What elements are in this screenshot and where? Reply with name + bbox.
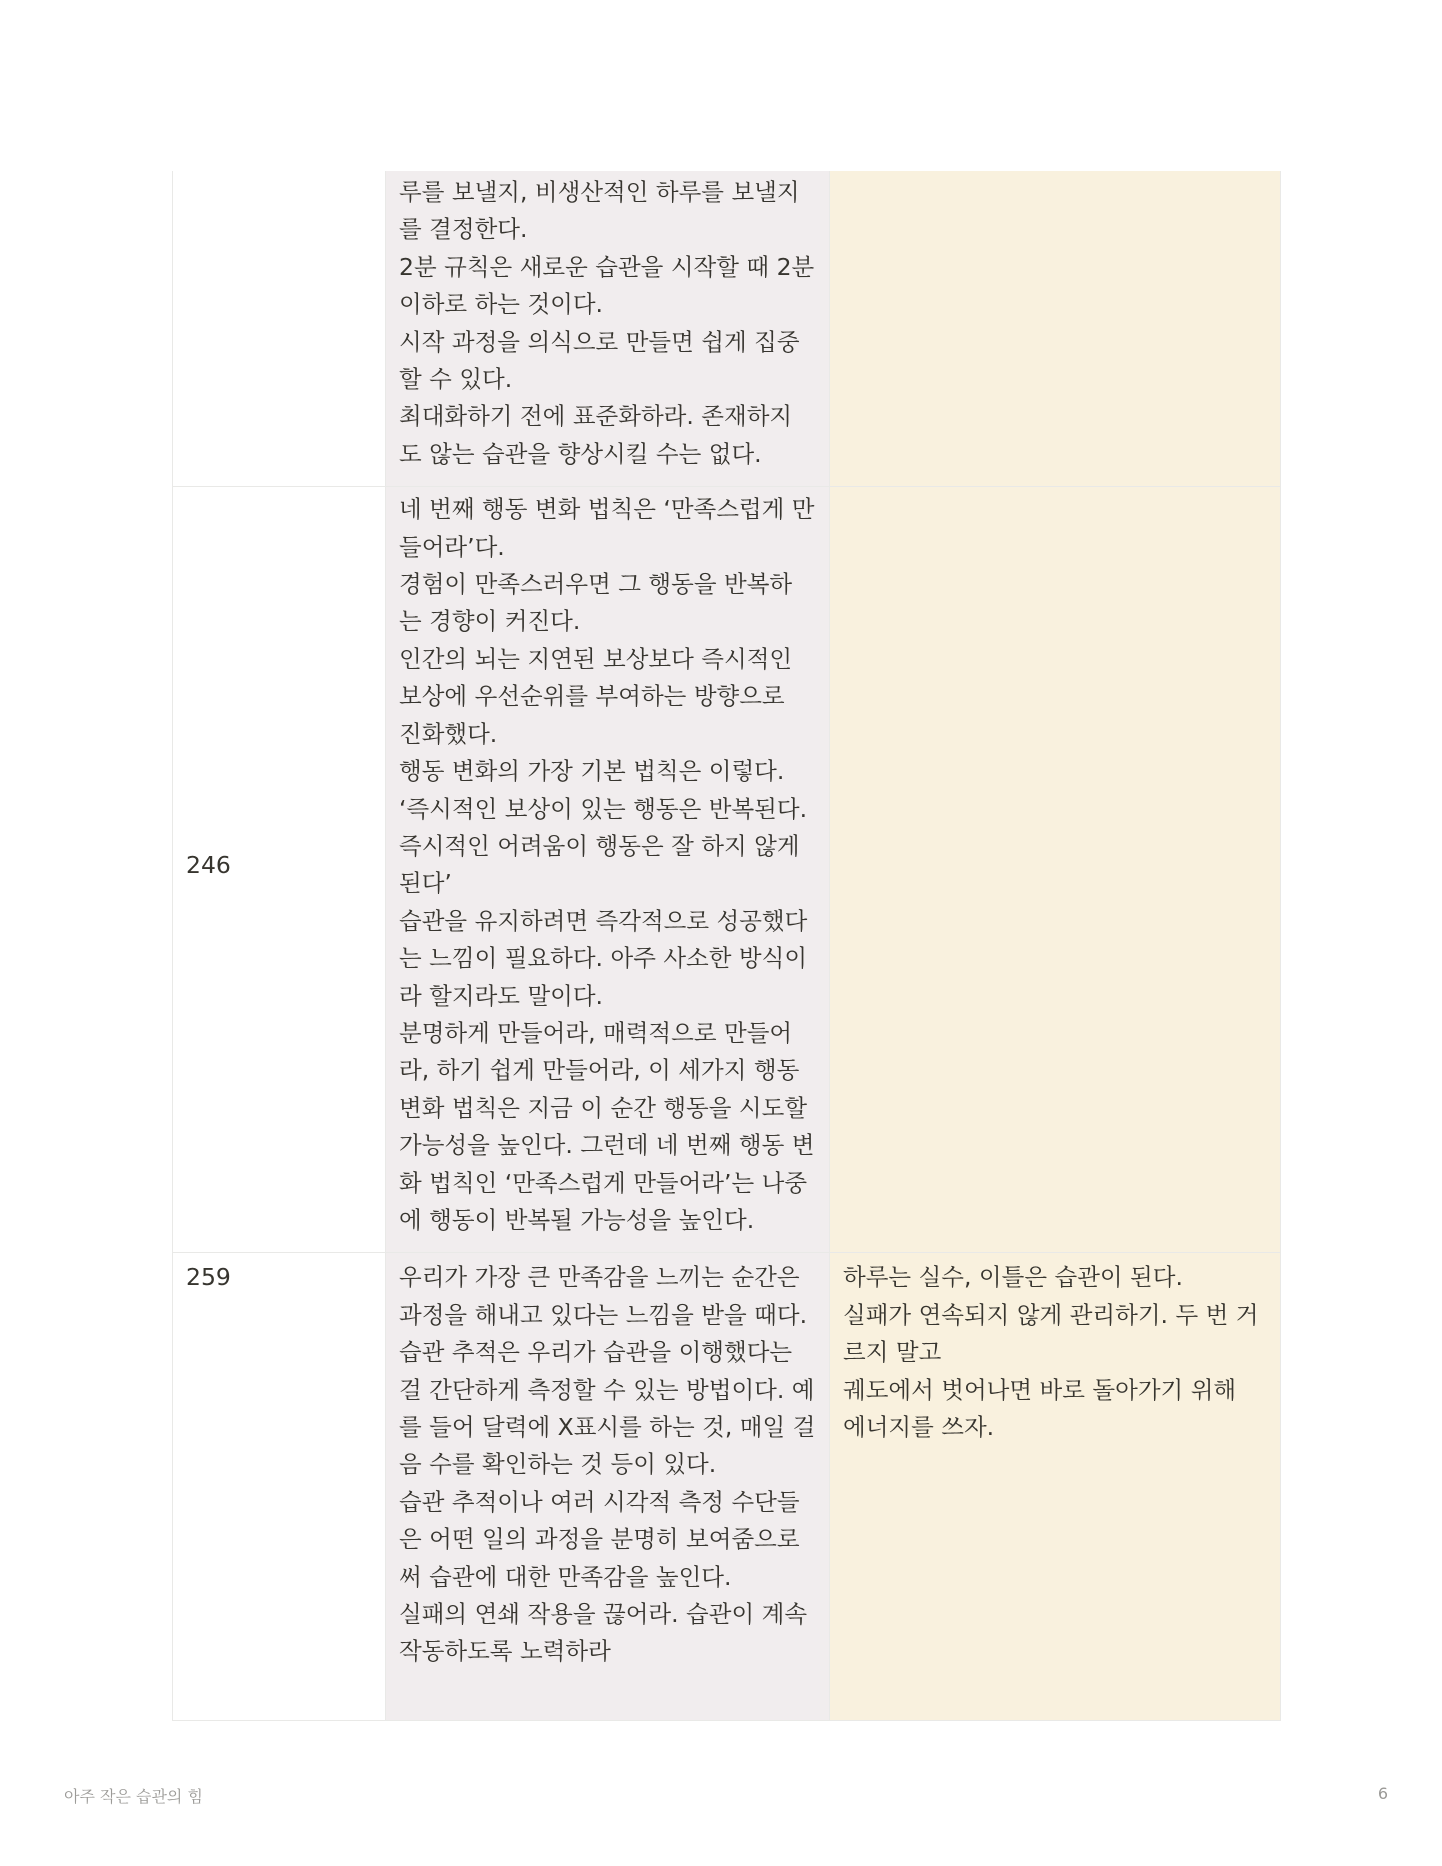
table-row — [173, 1253, 1281, 1721]
thought-cell — [830, 171, 1281, 487]
quote-line: 즉시적인 어려움이 행동은 잘 하지 않게 — [399, 831, 800, 860]
quote-line: 습관 추적은 우리가 습관을 이행했다는 — [399, 1338, 793, 1367]
thought-cell — [830, 1253, 1281, 1721]
quote-line: 써 습관에 대한 만족감을 높인다. — [399, 1562, 732, 1591]
quote-line: 인간의 뇌는 지연된 보상보다 즉시적인 — [399, 644, 793, 673]
quote-line: 걸 간단하게 측정할 수 있는 방법이다. 예 — [399, 1375, 815, 1404]
thought-line: 에너지를 쓰자. — [843, 1413, 995, 1441]
quote-line: 변화 법칙은 지금 이 순간 행동을 시도할 — [399, 1093, 808, 1122]
page-number-cell: 259 — [173, 1253, 386, 1721]
thought-line: 궤도에서 벗어나면 바로 돌아가기 위해 — [843, 1375, 1237, 1404]
quote-line: 진화했다. — [399, 719, 498, 748]
quote-line: 과정을 해내고 있다는 느낌을 받을 때다. — [399, 1300, 808, 1329]
quote-line: ‘즉시적인 보상이 있는 행동은 반복된다. — [399, 794, 808, 823]
quote-cell — [386, 171, 830, 487]
quote-line: 은 어떤 일의 과정을 분명히 보여줌으로 — [399, 1525, 800, 1554]
table-row — [173, 171, 1281, 487]
quote-line: 할 수 있다. — [399, 365, 513, 394]
page-number-cell: 246 — [173, 487, 386, 1253]
thought-line: 르지 말고 — [843, 1338, 942, 1367]
quote-line: 가능성을 높인다. 그런데 네 번째 행동 변 — [399, 1131, 815, 1160]
quote-line: 작동하도록 노력하라 — [399, 1637, 611, 1666]
quote-line: 분명하게 만들어라, 매력적으로 만들어 — [399, 1018, 793, 1047]
quote-line: 음 수를 확인하는 것 등이 있다. — [399, 1450, 717, 1479]
page-number-cell — [173, 171, 386, 487]
quote-line: 습관 추적이나 여러 시각적 측정 수단들 — [399, 1487, 800, 1516]
quote-line: 는 경향이 커진다. — [399, 607, 581, 636]
quote-line: 화 법칙인 ‘만족스럽게 만들어라’는 나중 — [399, 1168, 808, 1197]
quote-line: 2분 규칙은 새로운 습관을 시작할 때 2분 — [399, 252, 815, 281]
quote-line: 이하로 하는 것이다. — [399, 290, 604, 319]
quote-line: 보상에 우선순위를 부여하는 방향으로 — [399, 682, 785, 711]
quote-line: 경험이 만족스러우면 그 행동을 반복하 — [399, 570, 793, 599]
thought-line: 실패가 연속되지 않게 관리하기. 두 번 거 — [843, 1300, 1259, 1329]
quote-line: 를 들어 달력에 X표시를 하는 것, 매일 걸 — [399, 1413, 816, 1441]
quote-line: 에 행동이 반복될 가능성을 높인다. — [399, 1205, 755, 1234]
footer-page-number: 6 — [1377, 1784, 1388, 1803]
footer-book-title: 아주 작은 습관의 힘 — [64, 1787, 203, 1806]
quote-line: 시작 과정을 의식으로 만들면 쉽게 집중 — [399, 327, 800, 356]
thought-cell — [830, 487, 1281, 1253]
quote-line: 실패의 연쇄 작용을 끊어라. 습관이 계속 — [399, 1600, 808, 1629]
quote-line: 는 느낌이 필요하다. 아주 사소한 방식이 — [399, 944, 808, 973]
quote-line: 최대화하기 전에 표준화하라. 존재하지 — [399, 402, 793, 431]
quote-line: 행동 변화의 가장 기본 법칙은 이렇다. — [399, 757, 785, 786]
quote-line: 들어라’다. — [399, 532, 505, 561]
quote-line: 라 할지라도 말이다. — [399, 981, 604, 1010]
reading-notes-table — [172, 171, 1281, 1721]
quote-line: 도 않는 습관을 향상시킬 수는 없다. — [399, 439, 762, 468]
quote-line: 된다’ — [399, 869, 452, 898]
quote-cell — [386, 1253, 830, 1721]
quote-cell — [386, 487, 830, 1253]
quote-line: 네 번째 행동 변화 법칙은 ‘만족스럽게 만 — [399, 495, 815, 524]
quote-line: 습관을 유지하려면 즉각적으로 성공했다 — [399, 906, 808, 935]
thought-line: 하루는 실수, 이틀은 습관이 된다. — [843, 1263, 1183, 1292]
quote-line: 우리가 가장 큰 만족감을 느끼는 순간은 — [399, 1263, 800, 1292]
quote-line: 루를 보낼지, 비생산적인 하루를 보낼지 — [399, 178, 800, 206]
table-row — [173, 487, 1281, 1253]
quote-line: 를 결정한다. — [399, 215, 528, 244]
quote-line: 라, 하기 쉽게 만들어라, 이 세가지 행동 — [399, 1056, 800, 1085]
